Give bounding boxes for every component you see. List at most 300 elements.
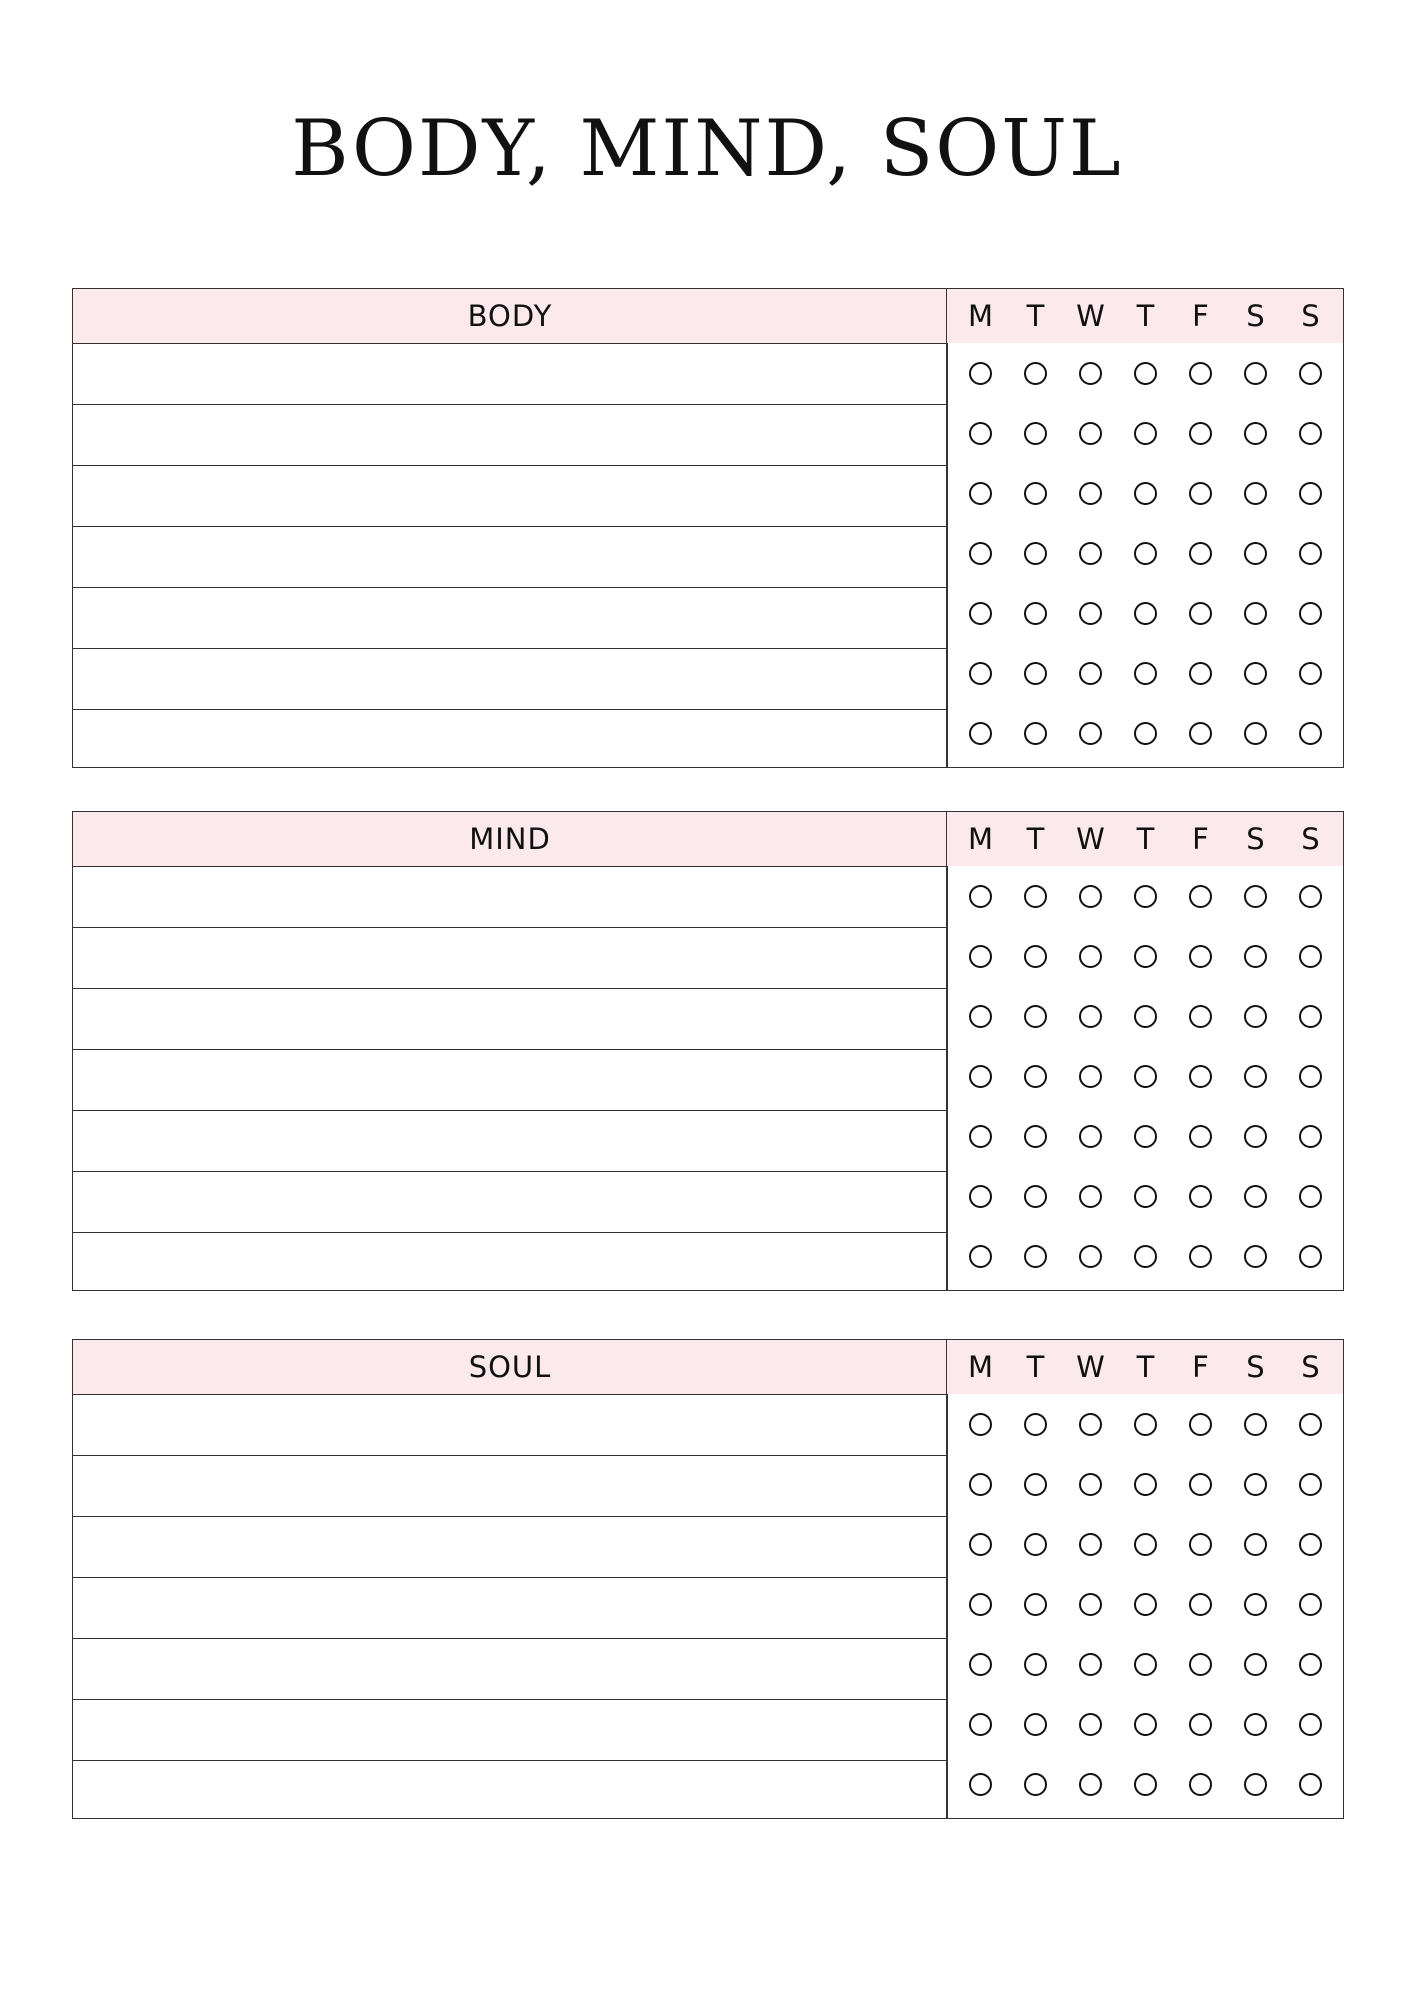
- circle-icon: [1189, 1533, 1212, 1556]
- tracker-row: [947, 463, 1343, 523]
- checkbox-circle[interactable]: [1283, 463, 1338, 523]
- checkbox-circle[interactable]: [1228, 403, 1283, 463]
- circle-icon: [1134, 482, 1157, 505]
- circle-icon: [1024, 722, 1047, 745]
- task-line[interactable]: [73, 989, 947, 1050]
- tracker-row: [947, 1106, 1343, 1166]
- checkbox-circle[interactable]: [1008, 583, 1063, 643]
- weekday-label: S: [1301, 299, 1320, 333]
- circle-icon: [1189, 1773, 1212, 1796]
- checkbox-circle[interactable]: [1008, 1106, 1063, 1166]
- checkbox-circle[interactable]: [1173, 1394, 1228, 1454]
- checkbox-circle[interactable]: [1173, 343, 1228, 403]
- circle-icon: [1244, 602, 1267, 625]
- weekday-label: F: [1192, 1350, 1209, 1384]
- checkbox-circle[interactable]: [1283, 1166, 1338, 1226]
- circle-icon: [1189, 945, 1212, 968]
- circle-icon: [1244, 362, 1267, 385]
- circle-icon: [1244, 482, 1267, 505]
- circle-icon: [1299, 1593, 1322, 1616]
- checkbox-circle[interactable]: [1008, 703, 1063, 763]
- checkbox-circle[interactable]: [1063, 1106, 1118, 1166]
- circle-icon: [1134, 422, 1157, 445]
- habit-tracker: [946, 1339, 1344, 1819]
- circle-icon: [969, 1473, 992, 1496]
- checkbox-circle[interactable]: [1283, 986, 1338, 1046]
- task-line[interactable]: [73, 1233, 947, 1293]
- circle-icon: [1079, 1005, 1102, 1028]
- circle-icon: [1024, 1413, 1047, 1436]
- checkbox-circle[interactable]: [1063, 1454, 1118, 1514]
- circle-icon: [1189, 1185, 1212, 1208]
- checkbox-circle[interactable]: [1008, 866, 1063, 926]
- circle-icon: [1134, 885, 1157, 908]
- circle-icon: [1299, 1125, 1322, 1148]
- checkbox-circle[interactable]: [1283, 703, 1338, 763]
- task-line[interactable]: [73, 1172, 947, 1233]
- checkbox-circle[interactable]: [1228, 866, 1283, 926]
- checkbox-circle[interactable]: [1008, 1514, 1063, 1574]
- checkbox-circle[interactable]: [1063, 703, 1118, 763]
- task-line[interactable]: [73, 1639, 947, 1700]
- checkbox-circle[interactable]: [1063, 643, 1118, 703]
- checkbox-circle[interactable]: [953, 1634, 1008, 1694]
- checkbox-circle[interactable]: [1283, 1574, 1338, 1634]
- checkbox-circle[interactable]: [1173, 1634, 1228, 1694]
- checkbox-circle[interactable]: [1173, 523, 1228, 583]
- checkbox-circle[interactable]: [953, 643, 1008, 703]
- checkbox-circle[interactable]: [1008, 1634, 1063, 1694]
- task-line[interactable]: [73, 1517, 947, 1578]
- checkbox-circle[interactable]: [953, 1106, 1008, 1166]
- checkbox-circle[interactable]: [1063, 463, 1118, 523]
- checkbox-circle[interactable]: [1008, 1754, 1063, 1814]
- weekday-label: S: [1246, 822, 1265, 856]
- circle-icon: [969, 722, 992, 745]
- tracker-row: [947, 926, 1343, 986]
- circle-icon: [1299, 1473, 1322, 1496]
- task-line[interactable]: [73, 1700, 947, 1761]
- checkbox-circle[interactable]: [1228, 523, 1283, 583]
- checkbox-circle[interactable]: [1118, 926, 1173, 986]
- tracker-row: [947, 1226, 1343, 1286]
- checkbox-circle[interactable]: [1063, 403, 1118, 463]
- task-list: [72, 811, 948, 1291]
- checkbox-circle[interactable]: [1063, 1574, 1118, 1634]
- circle-icon: [1299, 602, 1322, 625]
- checkbox-circle[interactable]: [1008, 1226, 1063, 1286]
- checkbox-circle[interactable]: [1228, 1754, 1283, 1814]
- checkbox-circle[interactable]: [1118, 986, 1173, 1046]
- checkbox-circle[interactable]: [1173, 1454, 1228, 1514]
- tracker-row: [947, 1454, 1343, 1514]
- checkbox-circle[interactable]: [1008, 463, 1063, 523]
- checkbox-circle[interactable]: [1118, 1634, 1173, 1694]
- circle-icon: [1134, 945, 1157, 968]
- checkbox-circle[interactable]: [1063, 866, 1118, 926]
- checkbox-circle[interactable]: [1118, 1754, 1173, 1814]
- checkbox-circle[interactable]: [1118, 1046, 1173, 1106]
- checkbox-circle[interactable]: [1228, 703, 1283, 763]
- circle-icon: [1244, 1005, 1267, 1028]
- circle-icon: [1079, 1773, 1102, 1796]
- circle-icon: [1244, 1473, 1267, 1496]
- checkbox-circle[interactable]: [953, 1574, 1008, 1634]
- checkbox-circle[interactable]: [1228, 986, 1283, 1046]
- circle-icon: [1134, 1473, 1157, 1496]
- checkbox-circle[interactable]: [1283, 1394, 1338, 1454]
- checkbox-circle[interactable]: [1063, 1394, 1118, 1454]
- checkbox-circle[interactable]: [1283, 1226, 1338, 1286]
- checkbox-circle[interactable]: [1283, 343, 1338, 403]
- checkbox-circle[interactable]: [1063, 1694, 1118, 1754]
- circle-icon: [969, 422, 992, 445]
- circle-icon: [969, 945, 992, 968]
- circle-icon: [1299, 1653, 1322, 1676]
- tracker-row: [947, 1574, 1343, 1634]
- checkbox-circle[interactable]: [1118, 643, 1173, 703]
- checkbox-circle[interactable]: [1283, 643, 1338, 703]
- checkbox-circle[interactable]: [953, 926, 1008, 986]
- circle-icon: [1189, 1593, 1212, 1616]
- circle-icon: [1024, 1473, 1047, 1496]
- circle-icon: [1299, 945, 1322, 968]
- circle-icon: [1299, 1005, 1322, 1028]
- task-line[interactable]: [73, 1395, 947, 1456]
- checkbox-circle[interactable]: [1118, 703, 1173, 763]
- task-line[interactable]: [73, 344, 947, 405]
- tracker-row: [947, 1634, 1343, 1694]
- circle-icon: [1079, 362, 1102, 385]
- checkbox-circle[interactable]: [1228, 1166, 1283, 1226]
- task-line[interactable]: [73, 527, 947, 588]
- checkbox-circle[interactable]: [1118, 463, 1173, 523]
- checkbox-circle[interactable]: [953, 986, 1008, 1046]
- checkbox-circle[interactable]: [953, 1166, 1008, 1226]
- checkbox-circle[interactable]: [1063, 986, 1118, 1046]
- circle-icon: [1079, 885, 1102, 908]
- weekday-header: [947, 1340, 1343, 1394]
- circle-icon: [1134, 1125, 1157, 1148]
- checkbox-circle[interactable]: [953, 1454, 1008, 1514]
- checkbox-circle[interactable]: [1063, 1046, 1118, 1106]
- checkbox-circle[interactable]: [1118, 866, 1173, 926]
- task-line[interactable]: [73, 1456, 947, 1517]
- checkbox-circle[interactable]: [953, 1514, 1008, 1574]
- circle-icon: [1189, 1473, 1212, 1496]
- circle-icon: [1189, 542, 1212, 565]
- weekday-label: W: [1076, 822, 1105, 856]
- circle-icon: [969, 1593, 992, 1616]
- circle-icon: [1024, 482, 1047, 505]
- checkbox-circle[interactable]: [953, 866, 1008, 926]
- circle-icon: [1244, 1413, 1267, 1436]
- weekday-label: S: [1301, 1350, 1320, 1384]
- checkbox-circle[interactable]: [1173, 1754, 1228, 1814]
- circle-icon: [969, 1653, 992, 1676]
- checkbox-circle[interactable]: [1228, 1574, 1283, 1634]
- checkbox-circle[interactable]: [1118, 1694, 1173, 1754]
- checkbox-circle[interactable]: [1173, 866, 1228, 926]
- checkbox-circle[interactable]: [1228, 1394, 1283, 1454]
- circle-icon: [969, 1773, 992, 1796]
- checkbox-circle[interactable]: [953, 463, 1008, 523]
- task-line[interactable]: [73, 1050, 947, 1111]
- checkbox-circle[interactable]: [1173, 986, 1228, 1046]
- weekday-header: [947, 289, 1343, 343]
- checkbox-circle[interactable]: [1063, 523, 1118, 583]
- circle-icon: [969, 1413, 992, 1436]
- checkbox-circle[interactable]: [1008, 986, 1063, 1046]
- circle-icon: [1134, 1593, 1157, 1616]
- task-line[interactable]: [73, 867, 947, 928]
- checkbox-circle[interactable]: [953, 523, 1008, 583]
- checkbox-circle[interactable]: [1008, 1166, 1063, 1226]
- checkbox-circle[interactable]: [1063, 343, 1118, 403]
- checkbox-circle[interactable]: [1283, 1634, 1338, 1694]
- checkbox-circle[interactable]: [1283, 1514, 1338, 1574]
- checkbox-circle[interactable]: [1283, 1694, 1338, 1754]
- circle-icon: [1189, 1245, 1212, 1268]
- circle-icon: [1189, 1713, 1212, 1736]
- circle-icon: [969, 602, 992, 625]
- checkbox-circle[interactable]: [1228, 1514, 1283, 1574]
- circle-icon: [1024, 885, 1047, 908]
- checkbox-circle[interactable]: [1008, 1574, 1063, 1634]
- checkbox-circle[interactable]: [953, 703, 1008, 763]
- checkbox-circle[interactable]: [1228, 343, 1283, 403]
- checkbox-circle[interactable]: [1173, 1106, 1228, 1166]
- checkbox-circle[interactable]: [1118, 1454, 1173, 1514]
- checkbox-circle[interactable]: [953, 403, 1008, 463]
- checkbox-circle[interactable]: [1173, 703, 1228, 763]
- checkbox-circle[interactable]: [953, 1754, 1008, 1814]
- circle-icon: [1189, 885, 1212, 908]
- checkbox-circle[interactable]: [1118, 1514, 1173, 1574]
- circle-icon: [969, 1065, 992, 1088]
- checkbox-circle[interactable]: [1063, 1514, 1118, 1574]
- checkbox-circle[interactable]: [953, 1394, 1008, 1454]
- checkbox-circle[interactable]: [1008, 1046, 1063, 1106]
- circle-icon: [1024, 1533, 1047, 1556]
- task-line[interactable]: [73, 649, 947, 710]
- task-line[interactable]: [73, 928, 947, 989]
- checkbox-circle[interactable]: [1118, 1574, 1173, 1634]
- checkbox-circle[interactable]: [1173, 1166, 1228, 1226]
- circle-icon: [1024, 422, 1047, 445]
- weekday-label: T: [1136, 1350, 1155, 1384]
- checkbox-circle[interactable]: [1173, 926, 1228, 986]
- checkbox-circle[interactable]: [1118, 523, 1173, 583]
- circle-icon: [1299, 422, 1322, 445]
- checkbox-circle[interactable]: [1228, 926, 1283, 986]
- checkbox-circle[interactable]: [953, 1046, 1008, 1106]
- tracker-row: [947, 403, 1343, 463]
- task-list: [72, 1339, 948, 1819]
- checkbox-circle[interactable]: [1283, 1454, 1338, 1514]
- circle-icon: [1079, 1473, 1102, 1496]
- circle-icon: [1244, 945, 1267, 968]
- checkbox-circle[interactable]: [1008, 1394, 1063, 1454]
- circle-icon: [969, 362, 992, 385]
- checkbox-circle[interactable]: [953, 343, 1008, 403]
- checkbox-circle[interactable]: [1063, 1226, 1118, 1286]
- checkbox-circle[interactable]: [953, 583, 1008, 643]
- checkbox-circle[interactable]: [1118, 1166, 1173, 1226]
- checkbox-circle[interactable]: [1063, 583, 1118, 643]
- circle-icon: [1134, 1713, 1157, 1736]
- checkbox-circle[interactable]: [1228, 463, 1283, 523]
- checkbox-circle[interactable]: [1283, 1046, 1338, 1106]
- circle-icon: [1244, 1125, 1267, 1148]
- checkbox-circle[interactable]: [1283, 926, 1338, 986]
- task-line[interactable]: [73, 405, 947, 466]
- circle-icon: [969, 1713, 992, 1736]
- tracker-row: [947, 1694, 1343, 1754]
- checkbox-circle[interactable]: [1173, 1574, 1228, 1634]
- page-title: BODY, MIND, SOUL: [291, 104, 1123, 194]
- checkbox-circle[interactable]: [1118, 1394, 1173, 1454]
- task-line[interactable]: [73, 1578, 947, 1639]
- circle-icon: [1079, 1593, 1102, 1616]
- circle-icon: [1024, 602, 1047, 625]
- circle-icon: [969, 1245, 992, 1268]
- checkbox-circle[interactable]: [1228, 1226, 1283, 1286]
- tracker-row: [947, 523, 1343, 583]
- circle-icon: [1299, 1713, 1322, 1736]
- checkbox-circle[interactable]: [1228, 1106, 1283, 1166]
- checkbox-circle[interactable]: [1173, 403, 1228, 463]
- checkbox-circle[interactable]: [1228, 1454, 1283, 1514]
- task-line[interactable]: [73, 1761, 947, 1821]
- checkbox-circle[interactable]: [1283, 1754, 1338, 1814]
- checkbox-circle[interactable]: [1008, 523, 1063, 583]
- checkbox-circle[interactable]: [1173, 1514, 1228, 1574]
- task-line[interactable]: [73, 466, 947, 527]
- checkbox-circle[interactable]: [1008, 643, 1063, 703]
- checkbox-circle[interactable]: [1228, 583, 1283, 643]
- checkbox-circle[interactable]: [1008, 926, 1063, 986]
- circle-icon: [1079, 602, 1102, 625]
- checkbox-circle[interactable]: [1063, 1166, 1118, 1226]
- circle-icon: [1079, 1533, 1102, 1556]
- checkbox-circle[interactable]: [1063, 1634, 1118, 1694]
- circle-icon: [1079, 422, 1102, 445]
- checkbox-circle[interactable]: [1283, 1106, 1338, 1166]
- section-header: SOUL: [73, 1340, 947, 1395]
- checkbox-circle[interactable]: [1173, 643, 1228, 703]
- circle-icon: [1024, 662, 1047, 685]
- checkbox-circle[interactable]: [1118, 403, 1173, 463]
- checkbox-circle[interactable]: [1173, 1226, 1228, 1286]
- circle-icon: [1189, 1065, 1212, 1088]
- checkbox-circle[interactable]: [1228, 1694, 1283, 1754]
- circle-icon: [1299, 1773, 1322, 1796]
- weekday-header: [947, 812, 1343, 866]
- circle-icon: [1079, 1713, 1102, 1736]
- checkbox-circle[interactable]: [953, 1226, 1008, 1286]
- weekday-label: S: [1301, 822, 1320, 856]
- circle-icon: [1244, 1713, 1267, 1736]
- circle-icon: [1079, 1653, 1102, 1676]
- circle-icon: [1079, 542, 1102, 565]
- circle-icon: [1024, 1125, 1047, 1148]
- checkbox-circle[interactable]: [1228, 1046, 1283, 1106]
- circle-icon: [969, 542, 992, 565]
- circle-icon: [1024, 1005, 1047, 1028]
- circle-icon: [1134, 362, 1157, 385]
- checkbox-circle[interactable]: [1173, 1046, 1228, 1106]
- checkbox-circle[interactable]: [1173, 1694, 1228, 1754]
- weekday-label: M: [967, 822, 994, 856]
- circle-icon: [1299, 362, 1322, 385]
- circle-icon: [1134, 1773, 1157, 1796]
- checkbox-circle[interactable]: [1118, 583, 1173, 643]
- checkbox-circle[interactable]: [1008, 1454, 1063, 1514]
- checkbox-circle[interactable]: [1228, 643, 1283, 703]
- circle-icon: [1024, 1713, 1047, 1736]
- section-soul: [72, 1339, 1344, 1819]
- checkbox-circle[interactable]: [953, 1694, 1008, 1754]
- task-line[interactable]: [73, 710, 947, 770]
- circle-icon: [1024, 1593, 1047, 1616]
- tracker-row: [947, 986, 1343, 1046]
- checkbox-circle[interactable]: [1008, 343, 1063, 403]
- circle-icon: [1244, 1065, 1267, 1088]
- weekday-label: T: [1136, 822, 1155, 856]
- circle-icon: [1134, 1413, 1157, 1436]
- checkbox-circle[interactable]: [1063, 926, 1118, 986]
- task-list: [72, 288, 948, 768]
- checkbox-circle[interactable]: [1283, 523, 1338, 583]
- circle-icon: [1024, 1245, 1047, 1268]
- circle-icon: [1134, 1185, 1157, 1208]
- checkbox-circle[interactable]: [1173, 463, 1228, 523]
- checkbox-circle[interactable]: [1283, 403, 1338, 463]
- checkbox-circle[interactable]: [1063, 1754, 1118, 1814]
- circle-icon: [1189, 602, 1212, 625]
- circle-icon: [1079, 1413, 1102, 1436]
- circle-icon: [1024, 945, 1047, 968]
- checkbox-circle[interactable]: [1283, 866, 1338, 926]
- circle-icon: [1244, 1245, 1267, 1268]
- checkbox-circle[interactable]: [1283, 583, 1338, 643]
- task-line[interactable]: [73, 588, 947, 649]
- circle-icon: [1189, 662, 1212, 685]
- circle-icon: [1299, 722, 1322, 745]
- tracker-row: [947, 866, 1343, 926]
- circle-icon: [1024, 362, 1047, 385]
- weekday-label: M: [967, 1350, 994, 1384]
- circle-icon: [969, 482, 992, 505]
- circle-icon: [1189, 1125, 1212, 1148]
- checkbox-circle[interactable]: [1173, 583, 1228, 643]
- circle-icon: [1134, 1653, 1157, 1676]
- checkbox-circle[interactable]: [1118, 1226, 1173, 1286]
- checkbox-circle[interactable]: [1228, 1634, 1283, 1694]
- task-line[interactable]: [73, 1111, 947, 1172]
- checkbox-circle[interactable]: [1008, 1694, 1063, 1754]
- weekday-label: F: [1192, 822, 1209, 856]
- checkbox-circle[interactable]: [1118, 1106, 1173, 1166]
- checkbox-circle[interactable]: [1008, 403, 1063, 463]
- circle-icon: [1244, 885, 1267, 908]
- weekday-label: T: [1026, 822, 1045, 856]
- circle-icon: [1079, 662, 1102, 685]
- checkbox-circle[interactable]: [1118, 343, 1173, 403]
- circle-icon: [1079, 482, 1102, 505]
- section-body: [72, 288, 1344, 768]
